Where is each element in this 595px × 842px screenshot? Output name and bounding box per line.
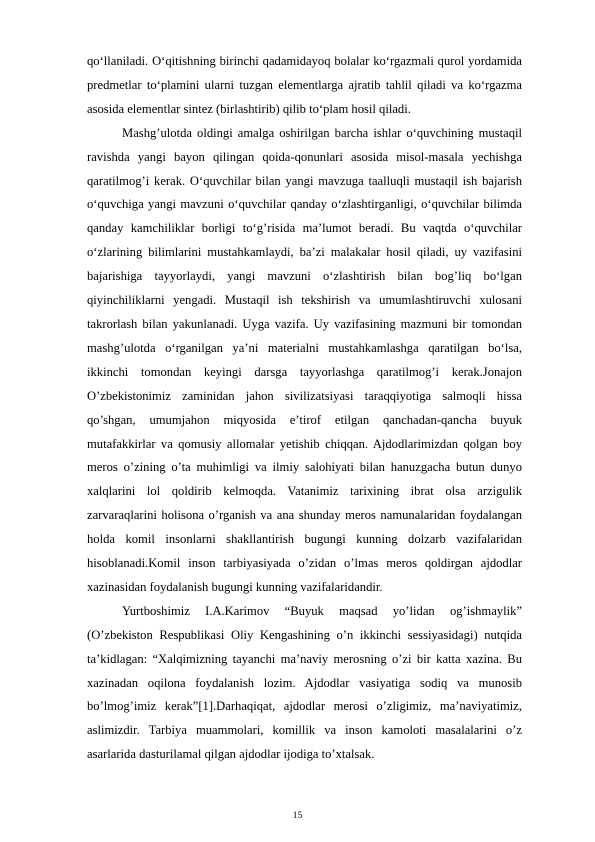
page-number: 15 [292, 811, 303, 821]
paragraph-1: qo‘llaniladi. O‘qitishning birinchi qadamidayoq bolalar ko‘rgazmali qurol yordamida predmetlar to‘plamini ularni tuzgan elementlarga ajratib tahlil qiladi va ko‘rgazma asosida elementlar sintez (birlashtirib) qilib to‘plam hosil qiladi. [87, 54, 522, 116]
body-text [87, 50, 522, 767]
paragraph-2: Mashg’ulotda oldingi amalga oshirilgan barcha ishlar o‘quvchining mustaqil ravishda yangi bayon qilingan qoida-qonunlari asosida misol-masala yechishga qaratilmog’i kerak. O‘quvchilar bilan yangi mavzuga taalluqli mustaqil ish bajarish o‘quvchiga yangi mavzuni o‘quvchilar qanday o‘zlashtirganligi, o‘quvchilar bilimda qanday kamchiliklar borligi to‘g’risida ma’lumot beradi. Bu vaqtda o‘quvchilar o‘zlarining bilimlarini mustahkamlaydi, ba’zi malakalar hosil qiladi, uy vazifasini bajarishiga tayyorlaydi, yangi mavzuni o‘zlashtirish bilan bog’liq bo‘lgan qiyinchiliklarni yengadi. Mustaqil ish tekshirish va umumlashtiruvchi xulosani takrorlash bilan yakunlanadi. Uyga vazifa. Uy vazifasining mazmuni bir tomondan mashg’ulotda o‘rganilgan ya’ni materialni mustahkamlashga qaratilgan bo‘lsa, ikkinchi tomondan keyingi darsga tayyorlashga qaratilmog’i kerak.Jonajon O’zbekistonimiz zaminidan jahon sivilizatsiyasi taraqqiyotiga salmoqli hissa qo’shgan, umumjahon miqyosida e’tirof etilgan qanchadan-qancha buyuk mutafakkirlar va qomusiy allomalar yetishib chiqqan. Ajdodlarimizdan qolgan boy meros o’zining o’ta muhimligi va ilmiy salohiyati bilan hanuzgacha butun dunyo xalqlarini lol qoldirib kelmoqda. Vatanimiz tarixining ibrat olsa arzigulik zarvaraqlarini holisona o’rganish va ana shunday meros namunalaridan foydalangan holda komil insonlarni shakllantirish bugungi kunning dolzarb vazifalaridan hisoblanadi.Komil inson tarbiyasiyada o’zidan o’lmas meros qoldirgan ajdodlar xazinasidan foydalanish bugungi kunning vazifalaridandir. [87, 125, 522, 594]
paragraph-3: Yurtboshimiz I.A.Karimov “Buyuk maqsad yo’lidan og’ishmaylik” (O’zbekiston Respublikasi Oliy Kengashining o’n ikkinchi sessiyasidagi) nutqida ta’kidlagan: “Xalqimizning tayanchi ma’naviy merosning o’zi bir katta xazina. Bu xazinadan oqilona foydalanish lozim. Ajdodlar vasiyatiga sodiq va munosib bo’lmog’imiz kerak”[1].Darhaqiqat, ajdodlar merosi o’zligimiz, ma’naviyatimiz, aslimizdir. Tarbiya muammolari, komillik va inson kamoloti masalalarini o’z asarlarida dasturilamal qilgan ajdodlar ijodiga to’xtalsak. [87, 603, 522, 762]
